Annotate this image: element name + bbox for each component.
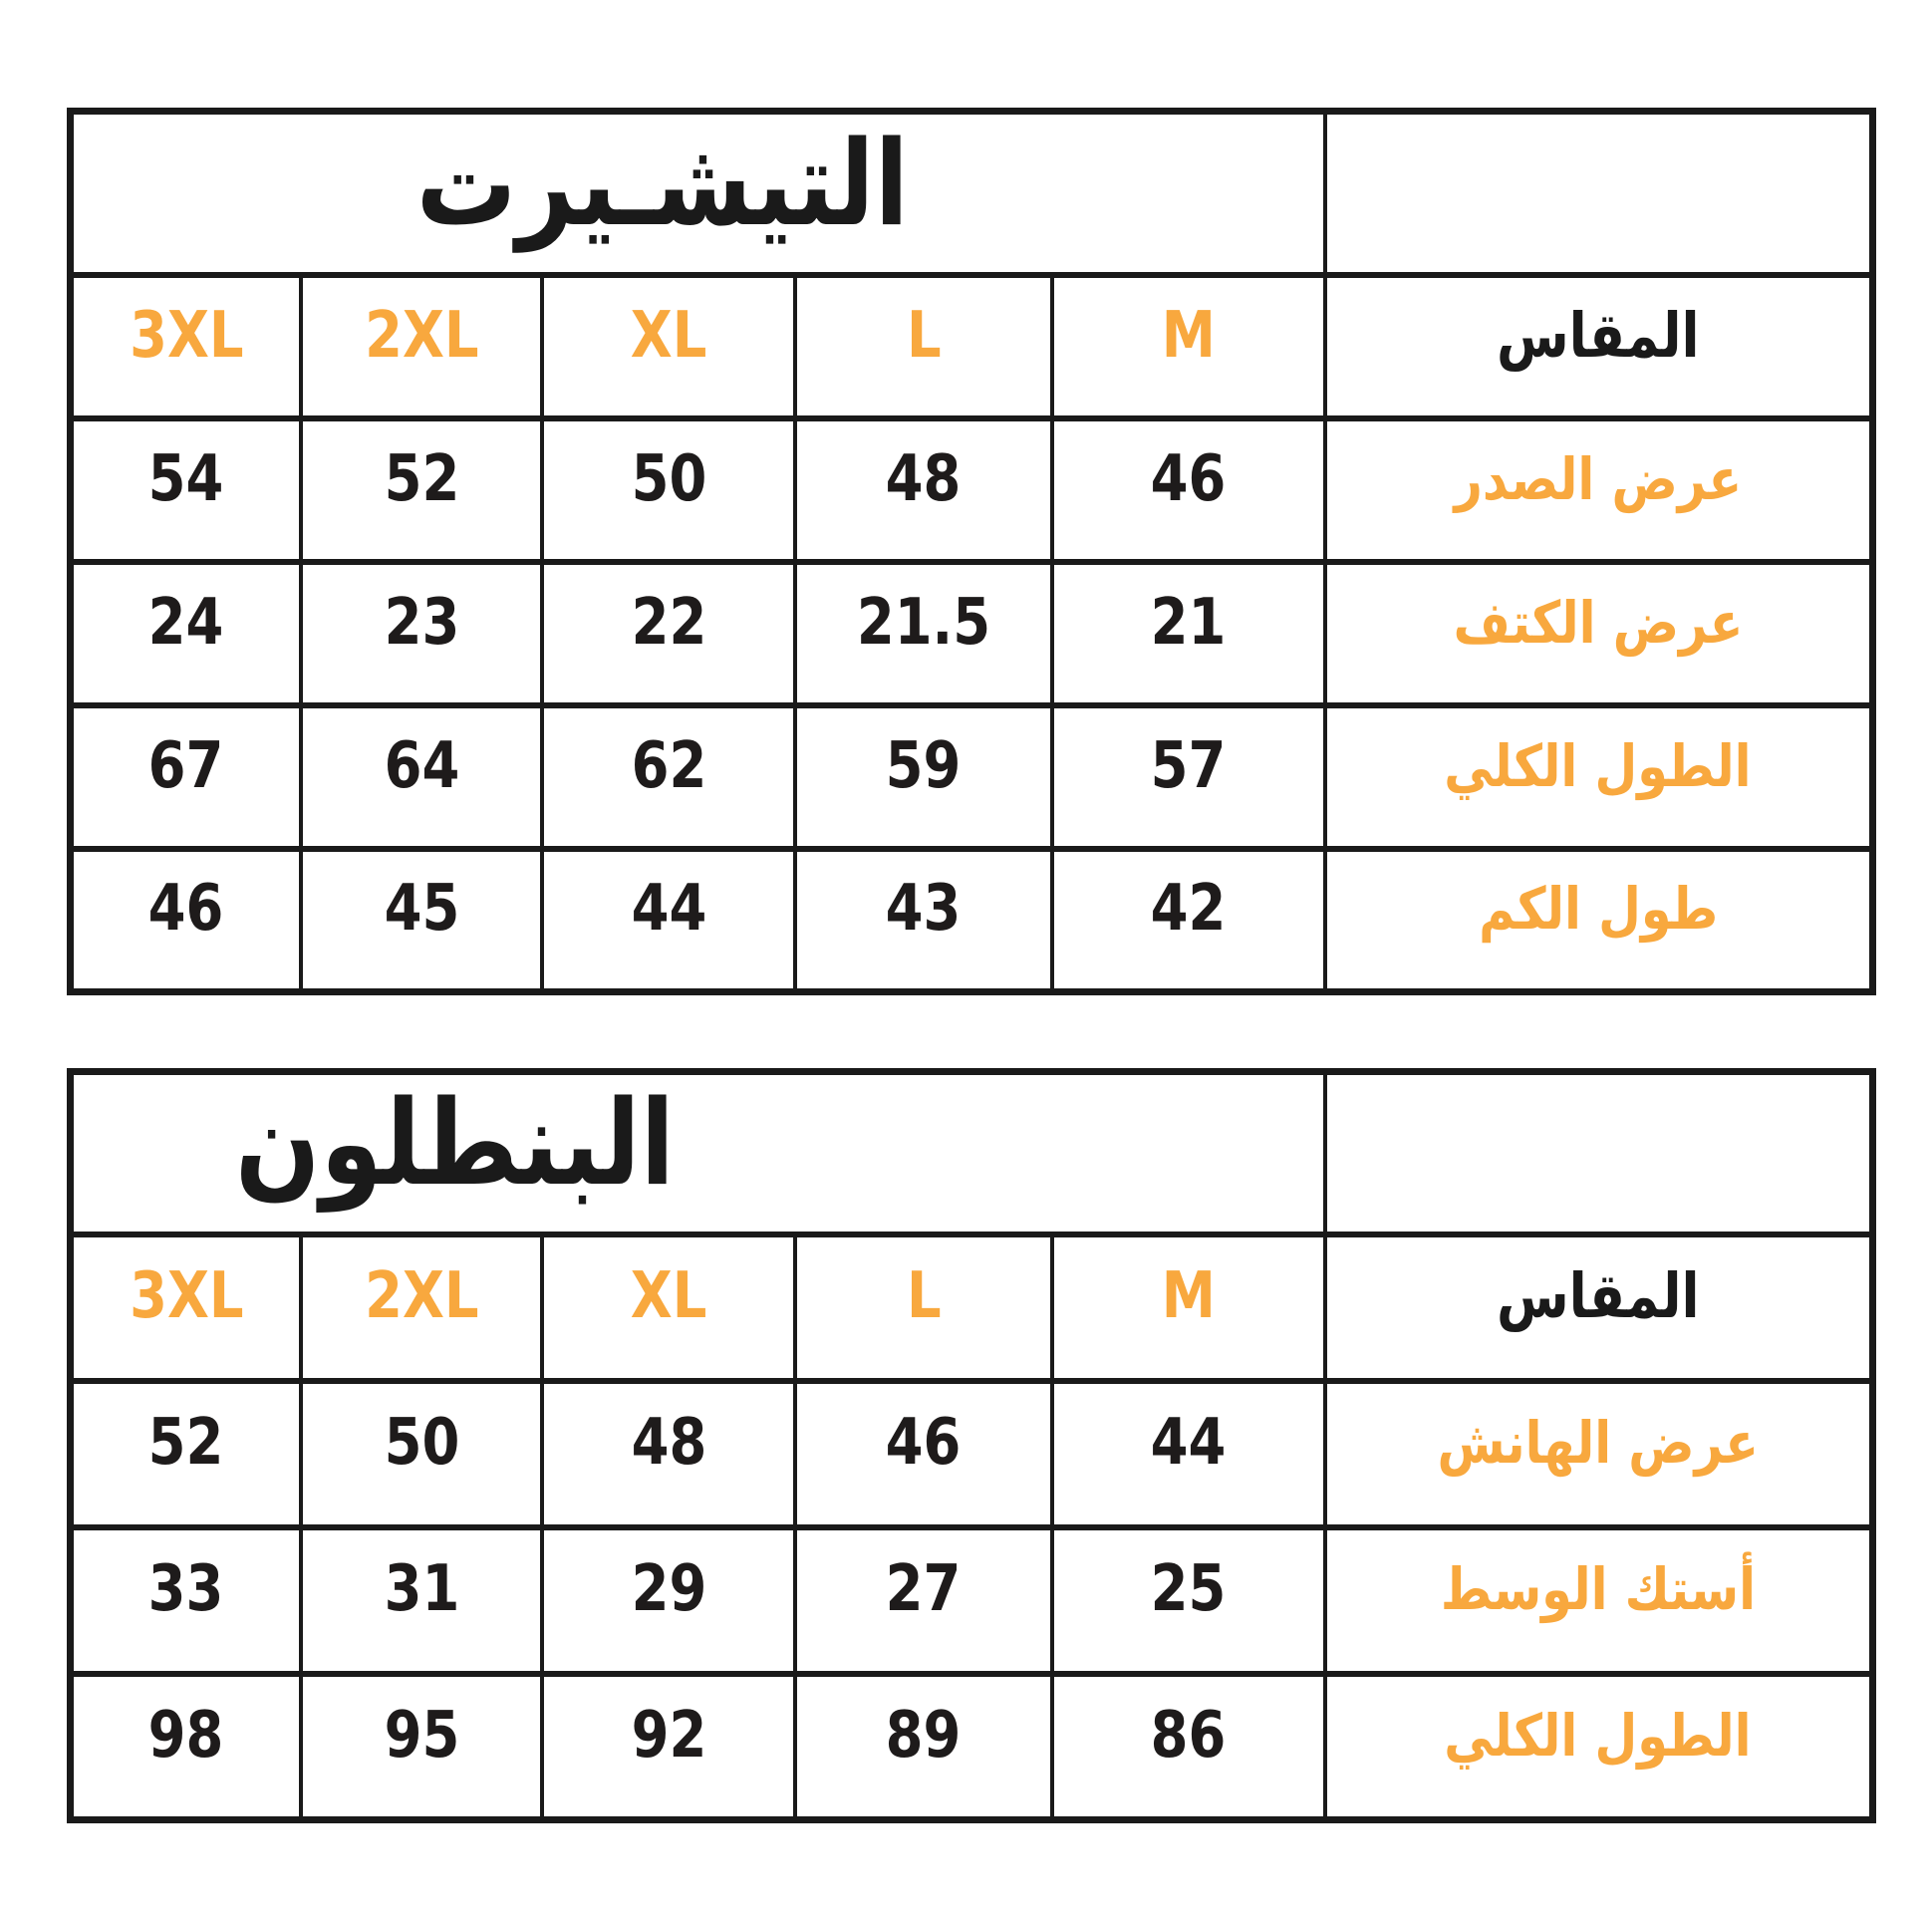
size-value: 21 bbox=[1151, 585, 1227, 660]
size-header-label: XL bbox=[630, 298, 707, 373]
tshirt-measure-column-header bbox=[1325, 275, 1873, 418]
size-value: 98 bbox=[148, 1698, 224, 1773]
size-value-cell bbox=[795, 562, 1053, 705]
size-value-cell bbox=[71, 849, 302, 992]
measurement-label: الطول الكلي bbox=[1444, 731, 1752, 800]
size-header-label: L bbox=[906, 298, 942, 373]
size-value: 54 bbox=[148, 441, 224, 516]
tshirt-title-text: التيشـيرت bbox=[415, 114, 909, 252]
size-value: 62 bbox=[631, 728, 706, 803]
pants-size-header-l bbox=[795, 1234, 1053, 1381]
tshirt-size-header-xl bbox=[542, 275, 794, 418]
size-value-cell bbox=[71, 1527, 302, 1674]
tshirt-size-table bbox=[67, 108, 1876, 995]
pants-waist-elastic-row bbox=[71, 1527, 1873, 1674]
size-value: 22 bbox=[631, 585, 706, 660]
size-value: 43 bbox=[886, 872, 962, 947]
size-value-cell bbox=[542, 562, 794, 705]
measure-header-label: المقاس bbox=[1496, 1259, 1700, 1332]
size-value-cell bbox=[1052, 1381, 1324, 1527]
size-value-cell bbox=[1052, 705, 1324, 849]
measurement-label: عرض الكتف bbox=[1453, 588, 1744, 657]
size-value-cell bbox=[1052, 418, 1324, 562]
size-value-cell bbox=[542, 1674, 794, 1820]
pants-title-row bbox=[71, 1072, 1873, 1234]
size-value-cell bbox=[71, 418, 302, 562]
size-value-cell bbox=[795, 1381, 1053, 1527]
size-value: 33 bbox=[148, 1552, 224, 1626]
size-value-cell bbox=[1052, 1674, 1324, 1820]
size-header-label: 2XL bbox=[365, 1259, 479, 1333]
size-value-cell bbox=[301, 418, 542, 562]
size-value: 48 bbox=[886, 441, 962, 516]
size-header-label: 3XL bbox=[129, 1259, 244, 1333]
size-value: 42 bbox=[1151, 872, 1227, 947]
size-value: 86 bbox=[1151, 1698, 1227, 1773]
size-value-cell bbox=[301, 1674, 542, 1820]
size-value-cell bbox=[1052, 1527, 1324, 1674]
size-header-label: M bbox=[1161, 298, 1217, 373]
size-value-cell bbox=[542, 705, 794, 849]
size-header-label: 2XL bbox=[365, 298, 479, 373]
pants-table-title bbox=[71, 1072, 1325, 1234]
size-value-cell bbox=[542, 1381, 794, 1527]
size-value-cell bbox=[795, 1674, 1053, 1820]
size-value: 25 bbox=[1151, 1552, 1227, 1626]
size-value-cell bbox=[1052, 562, 1324, 705]
measurement-label: أستك الوسط bbox=[1440, 1555, 1756, 1623]
pants-title-text: البنطلون bbox=[235, 1074, 676, 1213]
size-value: 44 bbox=[631, 872, 706, 947]
size-value-cell bbox=[542, 418, 794, 562]
size-value-cell bbox=[71, 1381, 302, 1527]
size-value: 23 bbox=[384, 585, 460, 660]
size-value-cell bbox=[301, 705, 542, 849]
tshirt-size-header-row bbox=[71, 275, 1873, 418]
measurement-label-cell bbox=[1325, 562, 1873, 705]
size-value: 44 bbox=[1151, 1406, 1227, 1480]
size-value-cell bbox=[542, 849, 794, 992]
size-value: 31 bbox=[384, 1552, 460, 1626]
size-value-cell bbox=[71, 1674, 302, 1820]
measurement-label: عرض الهانش bbox=[1437, 1409, 1760, 1477]
size-value: 89 bbox=[886, 1698, 962, 1773]
size-value: 95 bbox=[384, 1698, 460, 1773]
tshirt-size-header-l bbox=[795, 275, 1053, 418]
tshirt-title-spacer-cell bbox=[1325, 112, 1873, 275]
size-value: 64 bbox=[384, 728, 460, 803]
size-value: 48 bbox=[631, 1406, 706, 1480]
measurement-label: طول الكم bbox=[1478, 875, 1718, 944]
size-value-cell bbox=[71, 705, 302, 849]
size-value-cell bbox=[1052, 849, 1324, 992]
tshirt-shoulder-width-row bbox=[71, 562, 1873, 705]
tshirt-size-header-m bbox=[1052, 275, 1324, 418]
pants-size-header-3xl bbox=[71, 1234, 302, 1381]
tshirt-table-title bbox=[71, 112, 1325, 275]
size-value-cell bbox=[795, 849, 1053, 992]
size-value: 24 bbox=[148, 585, 224, 660]
size-value-cell bbox=[542, 1527, 794, 1674]
tshirt-size-header-2xl bbox=[301, 275, 542, 418]
measurement-label-cell bbox=[1325, 705, 1873, 849]
size-header-label: M bbox=[1161, 1259, 1217, 1333]
tshirt-chest-width-row bbox=[71, 418, 1873, 562]
size-value-cell bbox=[795, 705, 1053, 849]
tshirt-total-length-row bbox=[71, 705, 1873, 849]
size-value: 46 bbox=[1151, 441, 1227, 516]
measurement-label-cell bbox=[1325, 849, 1873, 992]
measurement-label: عرض الصدر bbox=[1454, 444, 1743, 513]
measure-header-label: المقاس bbox=[1496, 298, 1700, 372]
size-value-cell bbox=[71, 562, 302, 705]
size-header-label: L bbox=[906, 1259, 942, 1333]
size-header-label: XL bbox=[630, 1259, 707, 1333]
measurement-label-cell bbox=[1325, 1674, 1873, 1820]
size-value: 92 bbox=[631, 1698, 706, 1773]
tshirt-size-header-3xl bbox=[71, 275, 302, 418]
measurement-label-cell bbox=[1325, 1527, 1873, 1674]
size-value-cell bbox=[795, 1527, 1053, 1674]
pants-size-header-xl bbox=[542, 1234, 794, 1381]
size-value: 50 bbox=[631, 441, 706, 516]
tshirt-sleeve-length-row bbox=[71, 849, 1873, 992]
size-value: 67 bbox=[148, 728, 224, 803]
size-value: 52 bbox=[148, 1406, 224, 1480]
size-value: 59 bbox=[886, 728, 962, 803]
size-value-cell bbox=[301, 1381, 542, 1527]
size-header-label: 3XL bbox=[129, 298, 244, 373]
pants-title-spacer-cell bbox=[1325, 1072, 1873, 1234]
tshirt-title-row bbox=[71, 112, 1873, 275]
measurement-label: الطول الكلي bbox=[1444, 1701, 1752, 1770]
size-value-cell bbox=[795, 418, 1053, 562]
size-value-cell bbox=[301, 562, 542, 705]
size-value-cell bbox=[301, 1527, 542, 1674]
measurement-label-cell bbox=[1325, 418, 1873, 562]
size-value: 52 bbox=[384, 441, 460, 516]
size-value: 57 bbox=[1151, 728, 1227, 803]
size-value: 50 bbox=[384, 1406, 460, 1480]
size-value: 21.5 bbox=[856, 585, 991, 660]
size-value: 27 bbox=[886, 1552, 962, 1626]
size-value: 46 bbox=[886, 1406, 962, 1480]
size-value-cell bbox=[301, 849, 542, 992]
measurement-label-cell bbox=[1325, 1381, 1873, 1527]
pants-size-header-row bbox=[71, 1234, 1873, 1381]
pants-size-table bbox=[67, 1068, 1876, 1823]
pants-total-length-row bbox=[71, 1674, 1873, 1820]
pants-size-header-m bbox=[1052, 1234, 1324, 1381]
size-value: 46 bbox=[148, 872, 224, 947]
size-value: 45 bbox=[384, 872, 460, 947]
pants-measure-column-header bbox=[1325, 1234, 1873, 1381]
pants-hip-width-row bbox=[71, 1381, 1873, 1527]
size-value: 29 bbox=[631, 1552, 706, 1626]
pants-size-header-2xl bbox=[301, 1234, 542, 1381]
